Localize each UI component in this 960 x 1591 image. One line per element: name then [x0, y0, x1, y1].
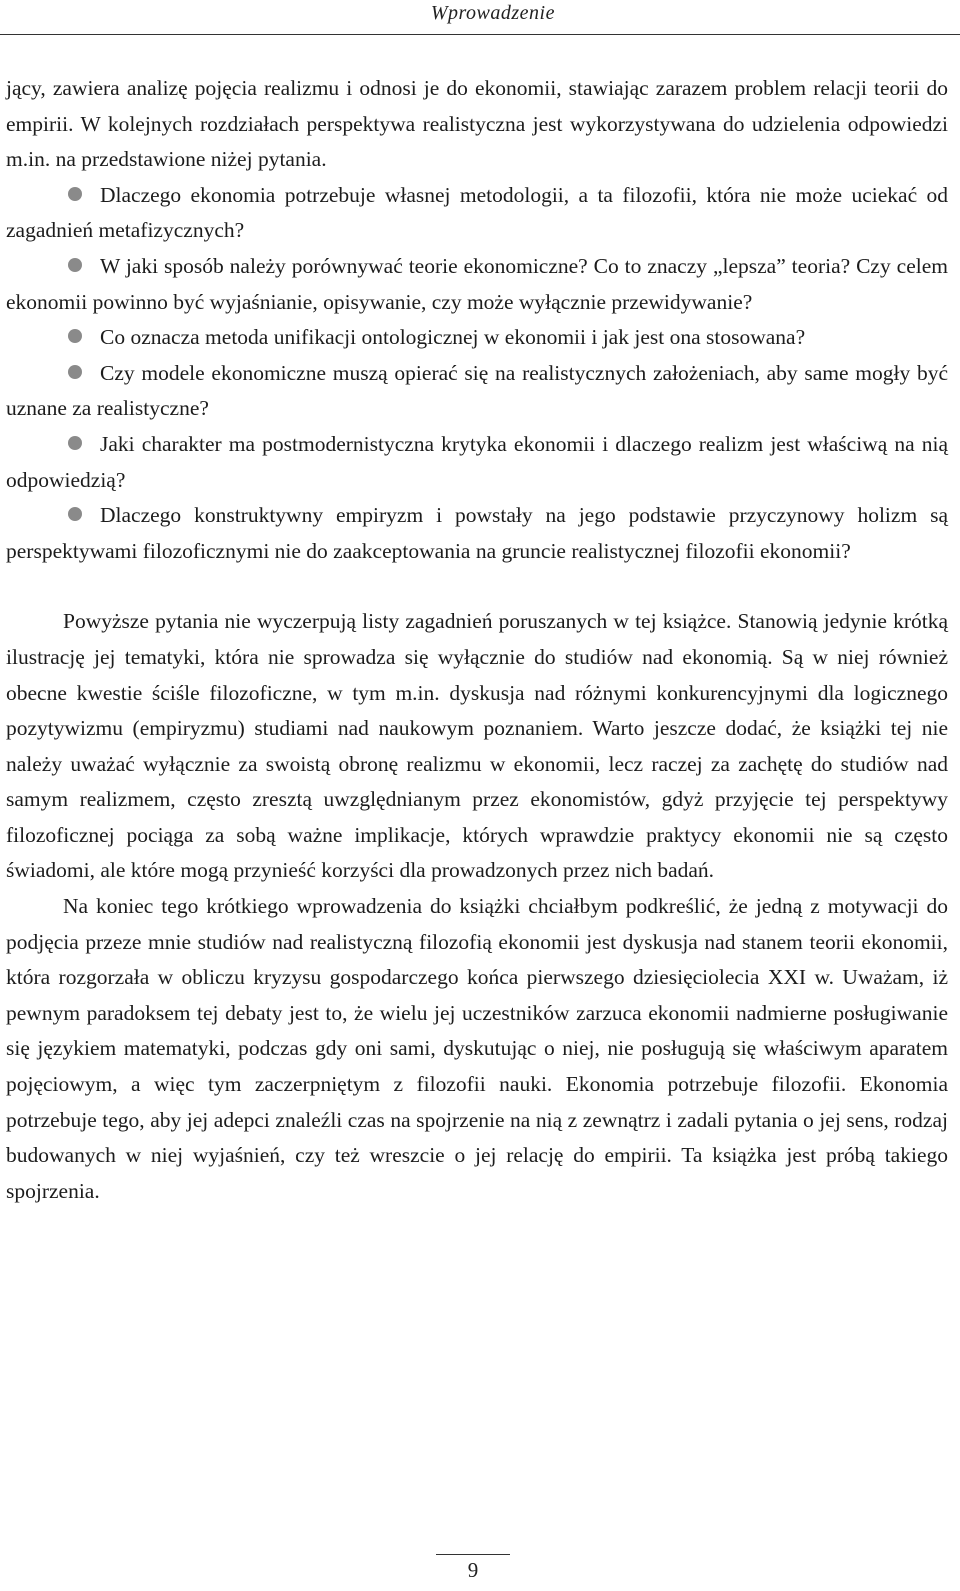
bullet-icon	[68, 258, 82, 272]
page-number: 9	[467, 1558, 479, 1582]
body-paragraph: Powyższe pytania nie wyczerpują listy zagadnień poruszanych w tej książce. Stanowią jedynie krótką ilustrację jej tematyki, która nie sprowadza się wyłącznie do studiów nad ekonomią. Są w niej również obecne kwestie ściśle filozoficzne, w tym m.in. dyskusja nad różnymi konkurencyjnymi dla logicznego pozytywizmu (empiryzmu) studiami nad naukowym poznaniem. Warto jeszcze dodać, że książki tej nie należy uważać wyłącznie za swoistą obronę realizmu w ekonomii, lecz raczej za zachętę do studiów nad samym realizmem, często zresztą uwzględnianym przez ekonomistów, gdyż przyjęcie tej perspektywy filozoficznej pociąga za sobą ważne implikacje, których wprawdzie praktycy ekonomii nie są często świadomi, ale które mogą przynieść korzyści dla prowadzonych przez nich badań.	[6, 609, 948, 883]
bullet-icon	[68, 436, 82, 450]
page-body	[6, 71, 948, 1209]
paragraph-gap	[6, 569, 948, 604]
question-item	[6, 178, 948, 249]
intro-paragraph: jący, zawiera analizę pojęcia realizmu i odnosi je do ekonomii, stawiając zarazem problem relacji teorii do empirii. W kolejnych rozdziałach perspektywa realistyczna jest wykorzystywana do udzielenia odpowiedzi m.in. na przedstawione niżej pytania.	[6, 76, 948, 172]
bullet-icon	[68, 507, 82, 521]
question-text: Dlaczego konstruktywny empiryzm i powstały na jego podstawie przyczynowy holizm są perspektywami filozoficznymi nie do zaakceptowania na gruncie realistycznej filozofii ekonomii?	[6, 503, 948, 563]
footer-rule	[436, 1554, 510, 1555]
question-text: Czy modele ekonomiczne muszą opierać się na realistycznych założeniach, aby same mogły być uznane za realistyczne?	[6, 360, 948, 421]
question-text: W jaki sposób należy porównywać teorie ekonomiczne? Co to znaczy „lepsza” teoria? Czy celem ekonomii powinno być wyjaśnianie, opisywanie, czy może wyłącznie przewidywanie?	[6, 253, 948, 314]
question-text: Co oznacza metoda unifikacji ontologicznej w ekonomii i jak jest ona stosowana?	[100, 325, 806, 350]
running-header	[0, 0, 960, 35]
running-header-title: Wprowadzenie	[430, 2, 555, 24]
bullet-icon	[68, 187, 82, 201]
question-item	[6, 356, 948, 427]
question-text: Jaki charakter ma postmodernistyczna krytyka ekonomii i dlaczego realizm jest właściwą na nią odpowiedzią?	[6, 431, 948, 492]
question-text: Dlaczego ekonomia potrzebuje własnej metodologii, a ta filozofii, która nie może uciekać od zagadnień metafizycznych?	[6, 182, 948, 243]
question-item	[6, 498, 948, 569]
question-item	[6, 249, 948, 320]
bullet-icon	[68, 365, 82, 379]
question-item	[6, 320, 948, 356]
question-item	[6, 427, 948, 498]
bullet-icon	[68, 329, 82, 343]
body-paragraph: Na koniec tego krótkiego wprowadzenia do książki chciałbym podkreślić, że jedną z motywacji do podjęcia przeze mnie studiów nad realistyczną filozofią ekonomii jest dyskusja nad stanem teorii ekonomii, która rozgorzała w obliczu kryzysu gospodarczego końca pierwszego dziesięciolecia XXI w. Uważam, iż pewnym paradoksem tej debaty jest to, że wielu jej uczestników zarzuca ekonomii nadmierne posługiwanie się językiem matematyki, podczas gdy oni sami, dyskutując o niej, nie posługują się właściwym aparatem pojęciowym, a więc tym zaczerpniętym z filozofii nauki. Ekonomia potrzebuje filozofii. Ekonomia potrzebuje tego, aby jej adepci znaleźli czas na spojrzenie na nią z zewnątrz i zadali pytania o jej sens, rodzaj budowanych w niej wyjaśnień, czy też wreszcie o jej relację do empirii. Ta książka jest próbą takiego spojrzenia.	[6, 894, 948, 1203]
